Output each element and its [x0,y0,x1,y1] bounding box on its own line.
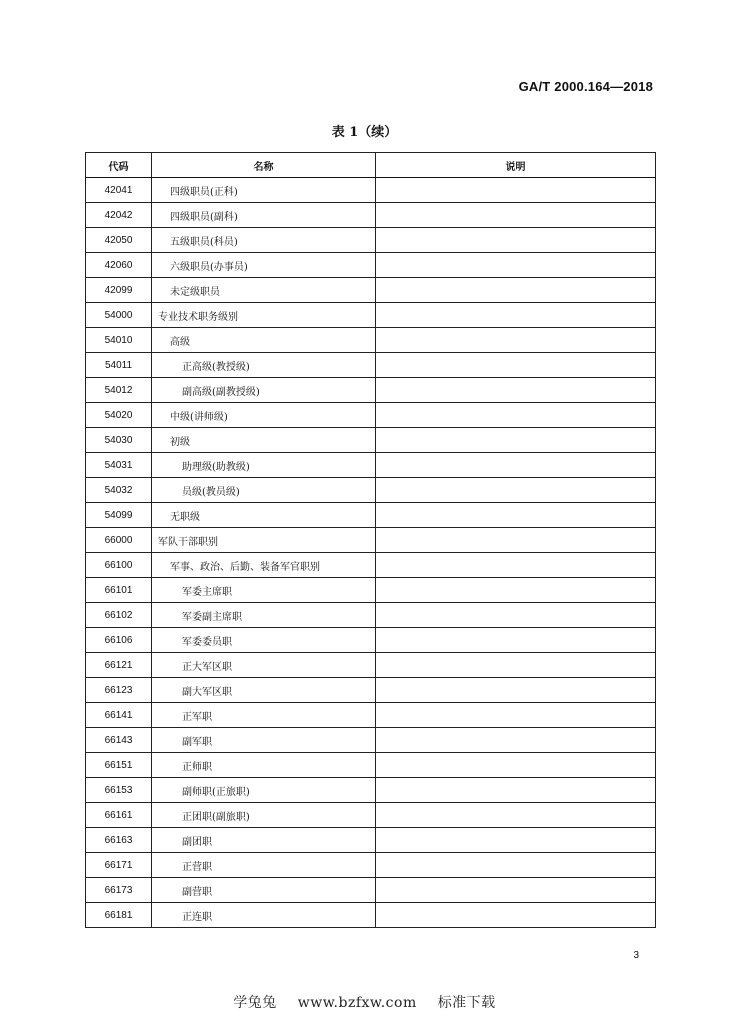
cell-description [376,878,656,903]
table-body [86,178,656,928]
cell-code: 66173 [86,878,152,903]
table-row [86,703,656,728]
cell-code: 54011 [86,353,152,378]
cell-name: 正大军区职 [152,653,376,678]
cell-description [376,903,656,928]
cell-code: 66153 [86,778,152,803]
cell-code: 54010 [86,328,152,353]
cell-description [376,853,656,878]
cell-name: 正连职 [152,903,376,928]
cell-name: 六级职员(办事员) [152,253,376,278]
table-row [86,753,656,778]
cell-description [376,778,656,803]
cell-code: 42050 [86,228,152,253]
table-row [86,403,656,428]
cell-code: 42060 [86,253,152,278]
cell-name: 副大军区职 [152,678,376,703]
cell-name: 未定级职员 [152,278,376,303]
cell-description [376,603,656,628]
table-row [86,803,656,828]
table-row [86,853,656,878]
table-row [86,328,656,353]
table-header-row [86,153,656,178]
cell-code: 66101 [86,578,152,603]
cell-name: 副军职 [152,728,376,753]
table-row [86,903,656,928]
cell-description [376,703,656,728]
table-row [86,678,656,703]
cell-code: 66163 [86,828,152,853]
table-row [86,628,656,653]
cell-code: 42041 [86,178,152,203]
table-row [86,203,656,228]
table-row [86,878,656,903]
cell-name: 军委副主席职 [152,603,376,628]
cell-code: 66141 [86,703,152,728]
cell-description [376,553,656,578]
cell-description [376,228,656,253]
code-table [85,152,656,928]
cell-description [376,353,656,378]
table-row [86,278,656,303]
cell-code: 66102 [86,603,152,628]
cell-code: 54020 [86,403,152,428]
cell-description [376,253,656,278]
table-row [86,353,656,378]
cell-name: 正军职 [152,703,376,728]
cell-name: 副师职(正旅职) [152,778,376,803]
cell-code: 66000 [86,528,152,553]
cell-code: 66151 [86,753,152,778]
table-row [86,478,656,503]
footer-site-name: 学兔兔 [233,995,277,1011]
cell-name: 初级 [152,428,376,453]
cell-code: 54030 [86,428,152,453]
cell-description [376,678,656,703]
footer-tagline: 标准下载 [437,995,496,1011]
cell-description [376,628,656,653]
table-row [86,303,656,328]
cell-description [376,328,656,353]
column-header-description: 说明 [376,153,656,178]
cell-description [376,428,656,453]
cell-code: 54032 [86,478,152,503]
cell-code: 42099 [86,278,152,303]
table-row [86,528,656,553]
footer-watermark [0,992,729,1012]
table-row [86,378,656,403]
cell-name: 正师职 [152,753,376,778]
table-title: 表 1（续） [331,125,398,140]
standard-code: GA/T 2000.164—2018 [518,79,653,94]
cell-description [376,278,656,303]
cell-code: 42042 [86,203,152,228]
cell-description [376,578,656,603]
cell-description [376,503,656,528]
cell-name: 四级职员(副科) [152,203,376,228]
cell-code: 54012 [86,378,152,403]
page-number: 3 [633,950,639,961]
table-row [86,503,656,528]
table-row [86,453,656,478]
cell-name: 副高级(副教授级) [152,378,376,403]
table-row [86,728,656,753]
cell-name: 军委委员职 [152,628,376,653]
cell-name: 副营职 [152,878,376,903]
table-row [86,778,656,803]
cell-description [376,828,656,853]
cell-name: 中级(讲师级) [152,403,376,428]
column-header-name: 名称 [152,153,376,178]
cell-name: 五级职员(科员) [152,228,376,253]
cell-code: 54031 [86,453,152,478]
cell-code: 54099 [86,503,152,528]
table-row [86,228,656,253]
cell-description [376,653,656,678]
cell-code: 66171 [86,853,152,878]
cell-code: 66181 [86,903,152,928]
cell-name: 助理级(助教级) [152,453,376,478]
cell-code: 66106 [86,628,152,653]
cell-name: 军队干部职别 [152,528,376,553]
table-row [86,428,656,453]
cell-code: 66121 [86,653,152,678]
table-row [86,178,656,203]
cell-code: 66123 [86,678,152,703]
cell-code: 66161 [86,803,152,828]
table-row [86,653,656,678]
cell-name: 无职级 [152,503,376,528]
column-header-code: 代码 [86,153,152,178]
cell-code: 66143 [86,728,152,753]
cell-name: 正高级(教授级) [152,353,376,378]
cell-name: 军事、政治、后勤、装备军官职别 [152,553,376,578]
cell-description [376,203,656,228]
cell-name: 员级(教员级) [152,478,376,503]
cell-code: 66100 [86,553,152,578]
table-row [86,578,656,603]
table-row [86,253,656,278]
cell-name: 专业技术职务级别 [152,303,376,328]
cell-name: 军委主席职 [152,578,376,603]
cell-code: 54000 [86,303,152,328]
footer-url[interactable]: www.bzfxw.com [297,995,417,1011]
cell-description [376,478,656,503]
cell-description [376,803,656,828]
cell-description [376,303,656,328]
table-row [86,553,656,578]
table-row [86,603,656,628]
cell-description [376,453,656,478]
cell-description [376,178,656,203]
cell-name: 正营职 [152,853,376,878]
cell-description [376,378,656,403]
table-row [86,828,656,853]
cell-name: 四级职员(正科) [152,178,376,203]
cell-description [376,728,656,753]
cell-description [376,528,656,553]
cell-name: 正团职(副旅职) [152,803,376,828]
cell-description [376,753,656,778]
cell-name: 副团职 [152,828,376,853]
cell-description [376,403,656,428]
cell-name: 高级 [152,328,376,353]
